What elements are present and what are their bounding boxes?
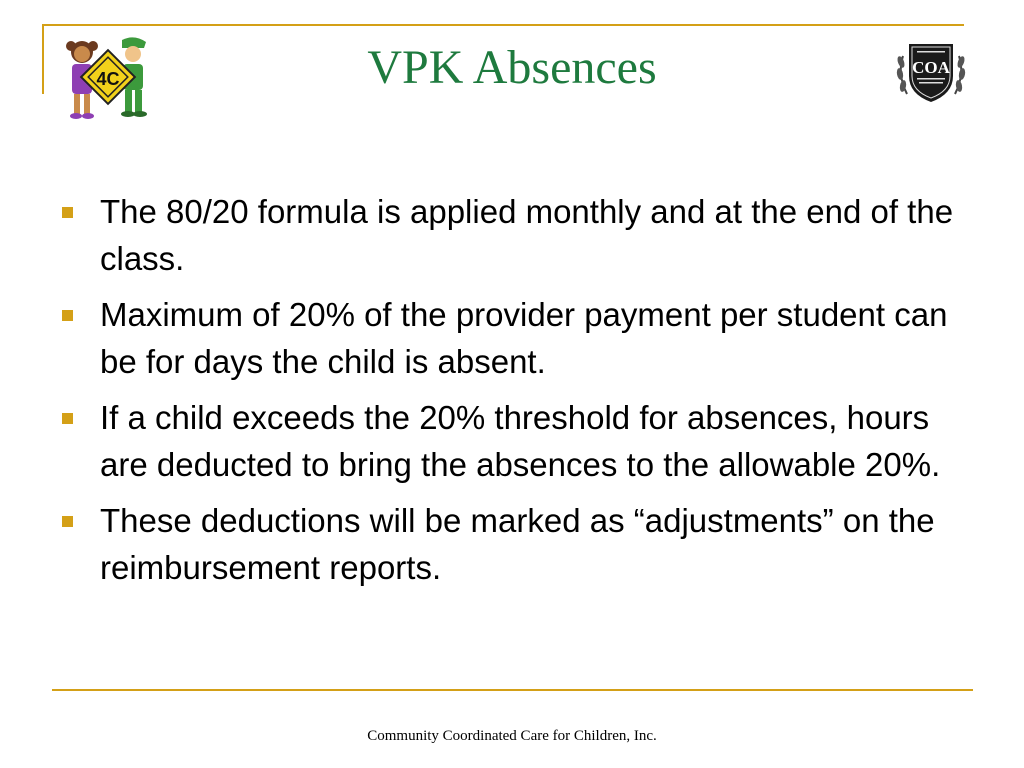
bullet-item: [62, 394, 962, 488]
square-bullet-icon: [62, 516, 73, 527]
bullet-item: [62, 497, 962, 591]
footer-divider: [52, 689, 973, 691]
slide-title: VPK Absences: [367, 41, 657, 94]
bullet-list: [62, 188, 962, 600]
top-border-line: [42, 24, 964, 26]
square-bullet-icon: [62, 413, 73, 424]
svg-text:4C: 4C: [96, 69, 120, 89]
bullet-text: Maximum of 20% of the provider payment per student can be for days the child is absent.: [100, 296, 948, 380]
svg-text:COA: COA: [912, 58, 950, 77]
bullet-item: [62, 291, 962, 385]
square-bullet-icon: [62, 207, 73, 218]
bullet-text: The 80/20 formula is applied monthly and at the end of the class.: [100, 193, 954, 277]
bullet-item: [62, 188, 962, 282]
bullet-text: If a child exceeds the 20% threshold for absences, hours are deducted to bring the absences to the allowable 20%.: [100, 399, 941, 483]
footer-text: Community Coordinated Care for Children, Inc.: [367, 728, 657, 744]
bullet-text: These deductions will be marked as “adjustments” on the reimbursement reports.: [100, 502, 935, 586]
coa-accreditation-seal-icon: [895, 38, 967, 106]
square-bullet-icon: [62, 310, 73, 321]
